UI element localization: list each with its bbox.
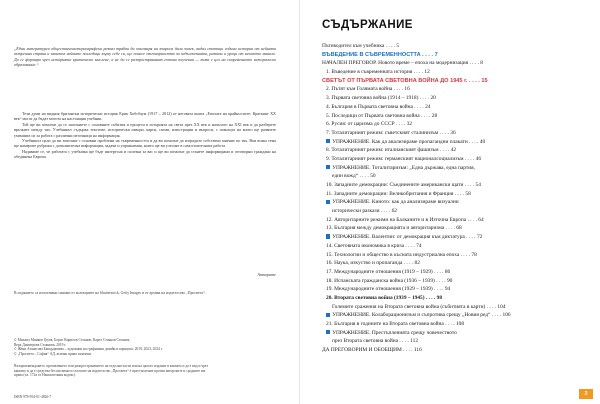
toc-continuation-entry xyxy=(322,303,580,312)
toc-exercise-entry xyxy=(322,329,580,338)
exercise-square-icon xyxy=(326,165,330,169)
toc-entry-text: 16. Наука, изкуство и пропаганда . . . . 82 xyxy=(326,260,420,267)
table-of-contents xyxy=(322,42,580,355)
toc-entry-text: 10. Западните демокрации: Съединените американски щати . . . . 54 xyxy=(326,182,481,188)
intro-paragraph: Той ще ви помогне да се запознаете с основните събития и процеси в историята на света през ХХ век и началото на ХХI век и да разберете връзките между тях. Учебникът съдържа текстове, исторически извори, карти, схеми, илюстрации и въпроси, с помощта на които ще развиете уменията си за работа с различни източници на информация. xyxy=(14,121,276,138)
toc-section-heading xyxy=(322,77,580,86)
toc-lesson-entry xyxy=(322,224,580,233)
intro-paragraph: Учебникът цели да ви запознае с основни проблеми на съвременността и да ви помогне да изградите собствено мнение по тях. Във всяка тема ще намерите рубрики с допълнителна информация, задачи и упражнения, които ще ви улеснят в самостоятелната работа. xyxy=(14,138,276,149)
exercise-square-icon xyxy=(326,200,330,204)
toc-entry-text: СВЕТЪТ ОТ ПЪРВАТА СВЕТОВНА ВОЙНА ДО 1945 г. . . . . 15 xyxy=(322,77,488,84)
toc-entry xyxy=(322,346,580,355)
toc-lesson-entry xyxy=(322,277,580,286)
toc-lesson-entry xyxy=(322,103,580,112)
toc-entry-text: 20. Втората световна война (1939 – 1945) . . . . 98 xyxy=(326,294,443,301)
copyright-line: © „Просвета – София“ АД, всички права запазени. xyxy=(14,352,92,357)
toc-entry-text: ВЪВЕДЕНИЕ В СЪВРЕМЕННОСТТА . . . . 7 xyxy=(322,51,438,58)
toc-lesson-entry xyxy=(322,294,580,303)
toc-lesson-entry xyxy=(322,251,580,260)
toc-entry-text: УПРАЖНЕНИЕ. Валентин: от демокрация към диктатура . . . . 72 xyxy=(332,234,483,241)
toc-lesson-entry xyxy=(322,216,580,225)
toc-entry-text: 3. Първата световна война (1914 – 1918) . . . . 20 xyxy=(326,95,436,102)
toc-entry-text: НАЧАЛЕН ПРЕГОВОР. Новото време – епоха на модернизация . . . . 8 xyxy=(322,60,483,67)
toc-lesson-entry xyxy=(322,242,580,251)
toc-exercise-entry xyxy=(322,164,580,173)
isbn-number: ISBN 978-954-01-4826-7 xyxy=(14,395,52,399)
toc-lesson-entry xyxy=(322,68,580,77)
toc-entry-text: 14. Световната икономика в криза . . . . 74 xyxy=(326,242,422,249)
toc-exercise-entry xyxy=(322,311,580,320)
toc-lesson-entry xyxy=(322,268,580,277)
page-number-badge: 3 xyxy=(579,389,593,399)
toc-entry-text: УПРАЖНЕНИЕ. Тоталитаризъм: „Една държава, една партия, xyxy=(332,164,475,171)
toc-entry-text: 19. Международните отношения (1929 – 1939) . . . . 94 xyxy=(326,286,451,293)
toc-lesson-entry xyxy=(322,112,580,121)
toc-lesson-entry xyxy=(322,85,580,94)
toc-entry-text: 7. Тоталитарният режим: съветският сталинизъм . . . . 36 xyxy=(326,129,456,136)
intro-paragraph: Надяваме се, че работата с учебника ще бъде интересна и полезна за вас и ще ви помогне да станете информирани и отговорни граждани на обединена Европа. xyxy=(14,148,276,160)
toc-lesson-entry xyxy=(322,320,580,329)
toc-continuation-entry xyxy=(322,337,580,346)
toc-entry-text: 2. Пътят към Голямата война . . . . 16 xyxy=(326,86,410,93)
toc-lesson-entry xyxy=(322,129,580,138)
toc-entry xyxy=(322,59,580,68)
toc-exercise-entry xyxy=(322,198,580,207)
contents-title: СЪДЪРЖАНИЕ xyxy=(322,19,413,31)
rights-notice: Възпроизвеждането, преписването или разпространението на отделни части или на цялото издание в какъвто и да е вид и чрез каквито и да е средства без писменото съгласие на издателство „Просвета“ е престъпление против авторските и сродните им права (чл. 172а от Наказателния кодекс). xyxy=(14,364,208,378)
toc-entry-text: УПРАЖНЕНИЕ. Как да анализираме пропагандни плакати . . . . 40 xyxy=(332,138,486,145)
toc-entry-text: исторически разкази . . . . 62 xyxy=(332,208,398,215)
toc-lesson-entry xyxy=(322,259,580,268)
toc-exercise-entry xyxy=(322,138,580,147)
toc-entry-text: УПРАЖНЕНИЕ. Престъпленията срещу човечеството xyxy=(332,329,457,336)
toc-section-heading xyxy=(322,51,580,60)
toc-entry-text: през Втората световна война . . . . 112 xyxy=(332,338,419,345)
toc-entry-text: Големите сражения на Втората световна война (събитията в карти) . . . . 104 xyxy=(332,303,506,310)
toc-entry-text: 15. Технологии и общество в късната индустриална епоха . . . . 78 xyxy=(326,251,477,258)
exercise-square-icon xyxy=(326,234,330,238)
toc-entry-text: 8. Тоталитарният режим: италианският фашизъм . . . . 42 xyxy=(326,147,457,154)
toc-entry-text: ДА ПРЕГОВОРИМ И ОБОБЩИМ . . . . 116 xyxy=(322,347,422,354)
copyright-line: © Жени Атанасова Бакърджиева – художник на графичния дизайн и корицата, 2019, 2023, 2024 г. xyxy=(14,347,163,352)
toc-lesson-entry xyxy=(322,155,580,164)
toc-entry-text: 4. България в Първата световна война . . . . 24 xyxy=(326,103,431,110)
intro-text xyxy=(14,111,276,160)
toc-continuation-entry xyxy=(322,207,580,216)
exercise-square-icon xyxy=(326,139,330,143)
toc-entry-text: 17. Международните отношения (1919 – 1929) . . . . 86 xyxy=(326,268,451,275)
copyright-line: © Михаил Минков Груев, Борис Кирилов Стоянов, Карел Стоянов Стоянов, xyxy=(14,338,131,342)
toc-entry-text: един вожд“ . . . . 50 xyxy=(332,173,376,180)
toc-lesson-entry xyxy=(322,285,580,294)
right-page xyxy=(300,0,600,404)
toc-entry-text: 6. Русия: от царизма до СССР . . . . 32 xyxy=(326,121,413,128)
toc-lesson-entry xyxy=(322,190,580,199)
toc-entry-text: Пътеводител към учебника . . . . 5 xyxy=(322,43,400,49)
toc-lesson-entry xyxy=(322,120,580,129)
toc-entry-text: 5. Последици от Първата световна война . . . . 28 xyxy=(326,112,438,119)
exercise-square-icon xyxy=(326,330,330,334)
toc-exercise-entry xyxy=(322,233,580,242)
toc-entry-text: 13. България между демокрацията и авторитаризма . . . . 68 xyxy=(326,225,462,232)
toc-lesson-entry xyxy=(322,181,580,190)
epigraph-quote: „Един литературен общественоисториографски разказ трябва да отговаря на въпроса дали човек, видял стотици години история от нейната вътрешна страна и изпитал нейните последици върху себе си, ще понесе отговорността за задълженията, разкази и уроци от неговото минало. Да се формира чрез историята критическо мислене, а не да се разпространяват готови поучения — това е цел на съвременното историческо образование.“ xyxy=(14,46,276,68)
copyright-line: Вера Димитрова Стоянова, 2019 г. xyxy=(14,342,67,347)
toc-entry-text: 21. България в годините на Втората световна война . . . . 108 xyxy=(326,321,465,327)
intro-paragraph: Тези думи на видния британски исторически историк Ерик Хобсбаум (1917 – 2012) от неговата книга „Епохата на крайностите: Краткият ХХ век“ могат да бъдат мотото на настоящия учебник. xyxy=(14,111,276,122)
copyright-block xyxy=(14,338,234,357)
toc-lesson-entry xyxy=(322,94,580,103)
toc-entry-text: 12. Авторитарните режими на Балканите и в Източна Европа . . . . 64 xyxy=(326,216,484,223)
toc-entry-text: 11. Западните демокрации: Великобритания и Франция . . . . 58 xyxy=(326,190,471,197)
toc-entry-text: УПРАЖНЕНИЕ. Колаборационизъм и съпротива срещу „Новия ред“ . . . . 106 xyxy=(332,312,511,319)
toc-entry-text: 1. Въведение в съвременната история . . . . 12 xyxy=(326,69,430,76)
toc-entry-text: УПРАЖНЕНИЕ. Киното: как да анализираме визуални xyxy=(332,199,459,206)
toc-lesson-entry xyxy=(322,146,580,155)
authors-signature: Авторите xyxy=(257,272,276,277)
exercise-square-icon xyxy=(326,313,330,317)
toc-entry-text: 9. Тоталитарният режим: германският националсоциализъм . . . . 46 xyxy=(326,155,482,162)
toc-entry xyxy=(322,42,580,51)
toc-continuation-entry xyxy=(322,172,580,181)
image-credits-note: В изданието са използвани снимки от колекциите на Shutterstock, Getty Images и от архива на издателство „Просвета“. xyxy=(14,291,206,295)
toc-entry-text: 18. Испанската гражданска война (1936 – 1939) . . . . 90 xyxy=(326,277,453,284)
